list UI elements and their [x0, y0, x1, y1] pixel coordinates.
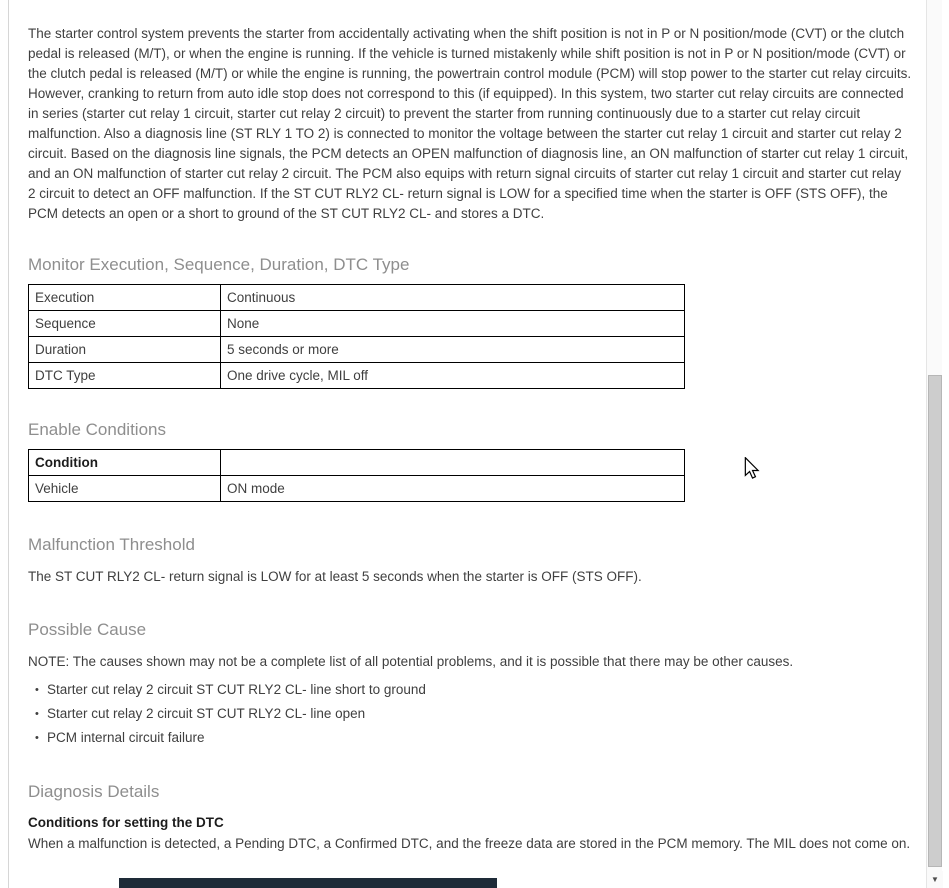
table-row	[29, 476, 685, 502]
list-item	[28, 704, 912, 724]
vertical-scrollbar[interactable]	[926, 0, 942, 888]
possible-cause-heading: Possible Cause	[28, 620, 147, 639]
monitor-row-value: None	[221, 311, 685, 337]
diagnosis-details-heading: Diagnosis Details	[28, 782, 160, 801]
scrollbar-down-button[interactable]	[927, 871, 943, 888]
table-header-row	[29, 450, 685, 476]
scrollbar-thumb[interactable]	[928, 375, 942, 867]
monitor-table	[28, 284, 685, 389]
enable-header-value	[221, 450, 685, 476]
bullet-icon: •	[35, 684, 39, 696]
monitor-row-value: Continuous	[221, 285, 685, 311]
enable-conditions-heading: Enable Conditions	[28, 420, 166, 439]
diagnosis-details-text: When a malfunction is detected, a Pending DTC, a Confirmed DTC, and the freeze data are stored in the PCM memory. The MIL does not come on.	[28, 836, 911, 851]
cutoff-dark-header-bar	[119, 878, 497, 888]
monitor-row-label: Sequence	[29, 311, 221, 337]
monitor-section-heading: Monitor Execution, Sequence, Duration, DTC Type	[28, 255, 410, 274]
enable-row-label: Vehicle	[29, 476, 221, 502]
scroll-down-icon: ▼	[931, 875, 939, 884]
table-row	[29, 363, 685, 389]
possible-cause-note: NOTE: The causes shown may not be a complete list of all potential problems, and it is possible that there may be other causes.	[28, 654, 794, 669]
monitor-row-label: Execution	[29, 285, 221, 311]
list-item	[28, 680, 912, 700]
monitor-row-label: DTC Type	[29, 363, 221, 389]
list-item-text: Starter cut relay 2 circuit ST CUT RLY2 CL- line short to ground	[47, 682, 426, 697]
possible-cause-list	[28, 680, 912, 748]
intro-paragraph: The starter control system prevents the starter from accidentally activating when the shift position is not in P or N position/mode (CVT) or the clutch pedal is released (M/T), or when the engine is running. If the vehicle is turned mistakenly while shift position is not in P or N position/mode (CVT) or the clutch pedal is released (M/T) or while the engine is running, the powertrain control module (PCM) will stop power to the starter cut relay circuits. However, cranking to return from auto idle stop does not correspond to this (if equipped). In this system, two starter cut relay circuits are connected in series (starter cut relay 1 circuit, starter cut relay 2 circuit) to prevent the starter from running continuously due to a starter cut relay circuit malfunction. Also a diagnosis line (ST RLY 1 TO 2) is connected to monitor the voltage between the starter cut relay 1 circuit and starter cut relay 2 circuit. Based on the diagnosis line signals, the PCM detects an OPEN malfunction of diagnosis line, an ON malfunction of starter cut relay 1 circuit, and an ON malfunction of starter cut relay 2 circuit. The PCM also equips with return signal circuits of starter cut relay 1 circuit and starter cut relay 2 circuit to detect an OFF malfunction. If the ST CUT RLY2 CL- return signal is LOW for a specified time when the starter is OFF (STS OFF), the PCM detects an open or a short to ground of the ST CUT RLY2 CL- and stores a DTC.	[28, 26, 912, 221]
enable-row-value: ON mode	[221, 476, 685, 502]
list-item-text: Starter cut relay 2 circuit ST CUT RLY2 CL- line open	[47, 706, 366, 721]
monitor-row-label: Duration	[29, 337, 221, 363]
bullet-icon: •	[35, 708, 39, 720]
enable-conditions-table	[28, 449, 685, 502]
bullet-icon: •	[35, 732, 39, 744]
table-row	[29, 337, 685, 363]
table-row	[29, 285, 685, 311]
table-row	[29, 311, 685, 337]
conditions-for-setting-dtc-subheading: Conditions for setting the DTC	[28, 815, 224, 830]
malfunction-threshold-text: The ST CUT RLY2 CL- return signal is LOW for at least 5 seconds when the starter is OFF (STS OFF).	[28, 569, 642, 584]
list-item-text: PCM internal circuit failure	[47, 730, 205, 745]
document-body	[8, 0, 922, 888]
enable-header-label: Condition	[29, 450, 221, 476]
list-item	[28, 728, 912, 748]
monitor-row-value: 5 seconds or more	[221, 337, 685, 363]
monitor-row-value: One drive cycle, MIL off	[221, 363, 685, 389]
malfunction-threshold-heading: Malfunction Threshold	[28, 535, 195, 554]
